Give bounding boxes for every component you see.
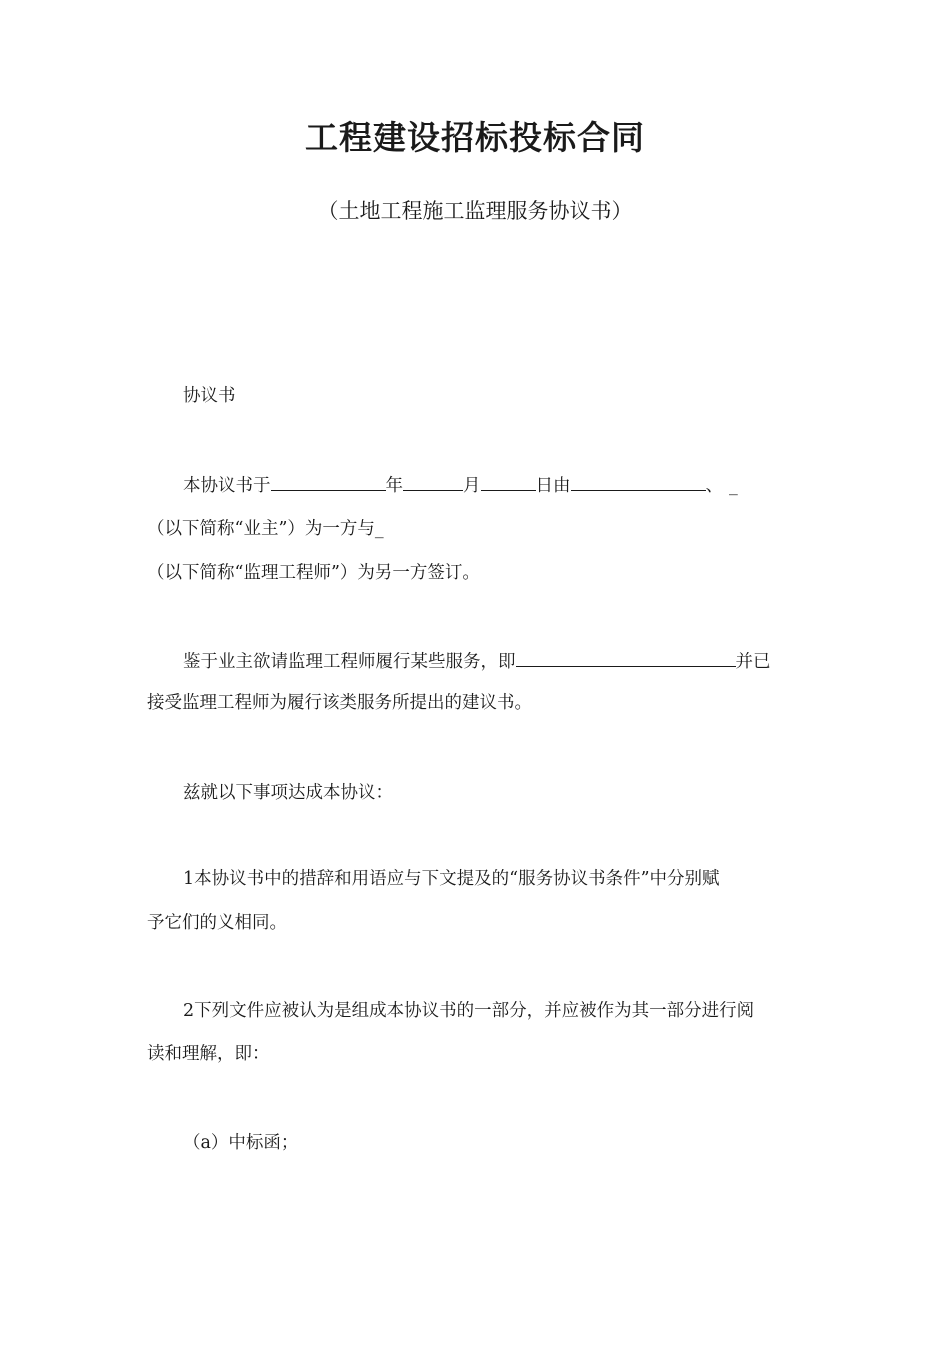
clause-2a: （a）中标函； [183,1133,299,1153]
engineer-definition-line: （以下简称“监理工程师”）为另一方签订。 [147,563,480,583]
clause-1-line-2: 予它们的义相同。 [147,913,287,933]
services-line [183,648,771,675]
agreement-date-line [183,472,738,499]
party-blank [571,472,706,491]
owner-definition-line: （以下简称“业主”）为一方与_ [147,519,384,539]
text-segment: 日由 [535,476,571,496]
text-segment: 本协议书于 [183,476,271,496]
text-segment: 鉴于业主欲请监理工程师履行某些服务，即 [183,652,516,672]
text-segment: _ [729,476,738,496]
document-subtitle: （土地工程施工监理服务协议书） [317,199,633,223]
day-blank [481,472,536,491]
text-segment: 年 [385,476,403,496]
document-title: 工程建设招标投标合同 [305,118,645,157]
text-segment: 月 [463,476,481,496]
month-blank [403,472,463,491]
text-segment: 并已 [735,652,771,672]
agreement-intro: 兹就以下事项达成本协议： [183,783,393,803]
text-segment: 、 [705,476,723,496]
clause-2-line-1: 2下列文件应被认为是组成本协议书的一部分，并应被作为其一部分进行阅 [183,1001,755,1021]
services-blank [516,648,736,667]
services-line-2: 接受监理工程师为履行该类服务所提出的建议书。 [147,693,532,713]
section-heading: 协议书 [183,386,236,406]
clause-2-line-2: 读和理解，即： [147,1044,270,1064]
clause-1-line-1: 1本协议书中的措辞和用语应与下文提及的“服务协议书条件”中分别赋 [183,869,720,889]
year-blank [271,472,386,491]
